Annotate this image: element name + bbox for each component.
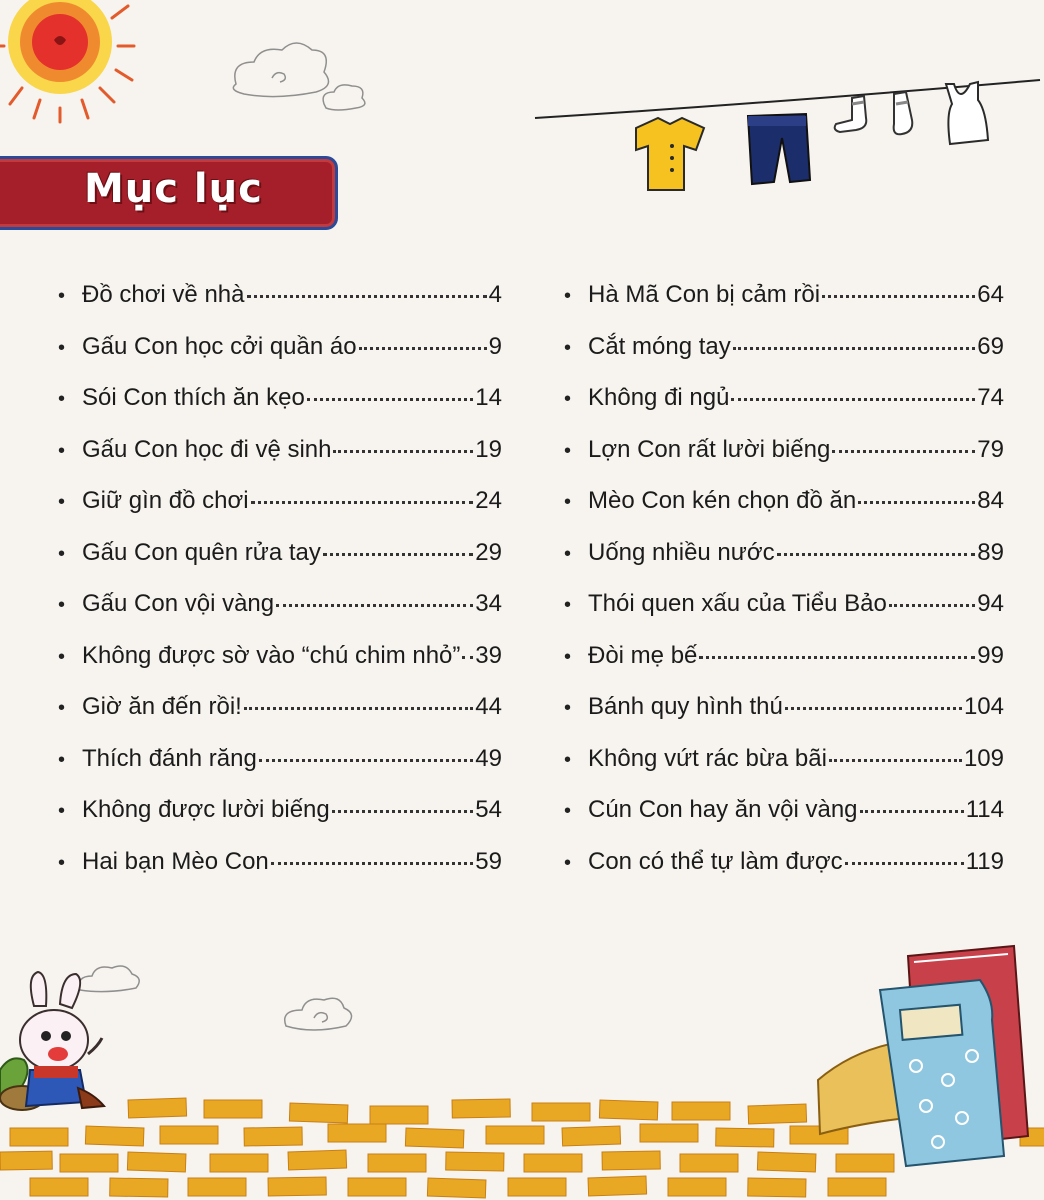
dot-leader [332, 810, 474, 813]
toc-item [58, 580, 502, 632]
toc-item-title: Giữ gìn đồ chơi [82, 487, 249, 514]
trousers-icon [748, 114, 810, 184]
bullet-icon: • [58, 388, 66, 410]
dot-leader [822, 295, 975, 298]
bullet-icon: • [58, 800, 66, 822]
bullet-icon: • [564, 285, 572, 307]
toc-item-page: 9 [488, 332, 502, 360]
toc-item-title: Con có thể tự làm được [588, 847, 843, 875]
toc-item-title: Uống nhiều nước [588, 538, 775, 566]
toc-item [58, 735, 502, 787]
dot-leader [832, 450, 975, 453]
toc-item-page: 84 [977, 487, 1004, 514]
toc-item [564, 374, 1004, 426]
cloud-icon [233, 43, 365, 110]
dot-leader [333, 450, 473, 453]
bullet-icon: • [564, 645, 572, 668]
page-title: Mục lục [84, 166, 263, 212]
toc-column-right [564, 271, 1004, 889]
toc-item-page: 64 [977, 281, 1004, 308]
toc-item [58, 477, 502, 529]
dot-leader [699, 656, 975, 659]
toc-item-page: 119 [965, 847, 1004, 875]
bullet-icon: • [58, 285, 66, 307]
dot-leader [858, 501, 975, 504]
toc-item-page: 4 [488, 281, 502, 308]
bullet-icon: • [564, 851, 572, 874]
toc-item [564, 426, 1004, 478]
toc-item-title: Không đi ngủ [588, 384, 730, 411]
bullet-icon: • [564, 491, 572, 513]
toc-item-page: 24 [475, 487, 502, 514]
toc-item [564, 838, 1004, 890]
sock-icon [894, 92, 913, 134]
toc-item-title: Thói quen xấu của Tiểu Bảo [588, 590, 887, 617]
toc-item-title: Không được sờ vào “chú chim nhỏ” [82, 641, 461, 669]
bullet-icon: • [58, 851, 66, 874]
shirt-icon [636, 118, 704, 190]
sock-icon [835, 96, 867, 132]
bullet-icon: • [58, 594, 66, 616]
toc-item-page: 39 [475, 641, 502, 669]
toc-item-page: 14 [475, 384, 502, 411]
toc-item-title: Mèo Con kén chọn đồ ăn [588, 487, 857, 514]
toc-item-page: 79 [977, 435, 1004, 463]
bullet-icon: • [58, 491, 66, 513]
toc-item-title: Cắt móng tay [588, 332, 731, 360]
toc-item-page: 59 [475, 847, 502, 875]
toc-item [564, 477, 1004, 529]
bullet-icon: • [58, 542, 66, 565]
toc-item-page: 54 [475, 796, 502, 823]
toc-item-page: 89 [977, 538, 1004, 566]
toc-item-title: Bánh quy hình thú [588, 693, 783, 720]
toc-item [58, 323, 502, 375]
toc-item-title: Hà Mã Con bị cảm rồi [588, 281, 821, 308]
toc-item-title: Gấu Con học cởi quần áo [82, 332, 357, 360]
toc-item [564, 529, 1004, 581]
toc-item-page: 99 [977, 641, 1004, 669]
toc-item-title: Thích đánh răng [82, 744, 257, 772]
bullet-icon: • [58, 645, 66, 668]
toc-item [58, 271, 502, 323]
bullet-icon: • [564, 697, 572, 719]
dot-leader [247, 295, 487, 298]
bullet-icon: • [58, 439, 66, 462]
toc-item-title: Cún Con hay ăn vội vàng [588, 796, 858, 823]
toc-item-page: 34 [475, 590, 502, 617]
singlet-icon [946, 82, 988, 144]
bullet-icon: • [564, 336, 572, 359]
toc-item-page: 74 [977, 384, 1004, 411]
dot-leader [323, 553, 473, 556]
toc-item [564, 271, 1004, 323]
toc-item [564, 580, 1004, 632]
toc-item-title: Giờ ăn đến rồi! [82, 693, 242, 720]
toc-item-page: 69 [977, 332, 1004, 360]
dot-leader [251, 501, 474, 504]
toc-item-title: Sói Con thích ăn kẹo [82, 384, 305, 411]
toc-item-page: 19 [475, 435, 502, 463]
dot-leader [359, 347, 487, 350]
clothesline [535, 80, 1040, 190]
toc-item-page: 114 [965, 796, 1004, 823]
toc-item-page: 29 [475, 538, 502, 566]
toc-item-title: Gấu Con quên rửa tay [82, 538, 321, 566]
bullet-icon: • [564, 800, 572, 822]
bullet-icon: • [564, 388, 572, 410]
toc-item [564, 786, 1004, 838]
bullet-icon: • [58, 748, 66, 771]
dot-leader [860, 810, 964, 813]
rabbit-icon [0, 972, 104, 1110]
dot-leader [733, 347, 976, 350]
toc-item-title: Đòi mẹ bế [588, 641, 698, 669]
toc-item-title: Không được lười biếng [82, 796, 330, 823]
toc-item [564, 323, 1004, 375]
bullet-icon: • [58, 697, 66, 719]
toc-item [58, 683, 502, 735]
toc-item-title: Lợn Con rất lười biếng [588, 435, 831, 463]
toc-item [58, 426, 502, 478]
toc-column-left [58, 271, 502, 889]
bullet-icon: • [564, 439, 572, 462]
toc-item-title: Đồ chơi về nhà [82, 281, 245, 308]
bullet-icon: • [564, 748, 572, 771]
toc-item [564, 632, 1004, 684]
toc-item [564, 735, 1004, 787]
toc-item-page: 49 [475, 744, 502, 772]
dot-leader [259, 759, 474, 762]
dot-leader [777, 553, 976, 556]
dot-leader [829, 759, 962, 762]
toc-item-page: 44 [475, 693, 502, 720]
dot-leader [845, 862, 964, 865]
toc-item [564, 683, 1004, 735]
dot-leader [307, 398, 473, 401]
dot-leader [889, 604, 975, 607]
toc-item [58, 838, 502, 890]
dot-leader [276, 604, 473, 607]
toc-item-title: Không vứt rác bừa bãi [588, 744, 827, 772]
toc-item-page: 94 [977, 590, 1004, 617]
toc-item-page: 109 [963, 744, 1004, 772]
sun-icon [0, 0, 134, 122]
dot-leader [785, 707, 962, 710]
toc-item-title: Gấu Con vội vàng [82, 590, 275, 617]
toc-item-title: Gấu Con học đi vệ sinh [82, 435, 332, 463]
dot-leader [271, 862, 474, 865]
dot-leader [731, 398, 975, 401]
bullet-icon: • [564, 542, 572, 565]
bullet-icon: • [564, 594, 572, 616]
dot-leader [244, 707, 473, 710]
cloud-icon [79, 966, 351, 1030]
toc-item-page: 104 [963, 693, 1004, 720]
bullet-icon: • [58, 336, 66, 359]
toc-item [58, 529, 502, 581]
toc-item-title: Hai bạn Mèo Con [82, 847, 269, 875]
toc-item [58, 632, 502, 684]
toc-item [58, 374, 502, 426]
toc-item [58, 786, 502, 838]
dot-leader [462, 656, 473, 659]
